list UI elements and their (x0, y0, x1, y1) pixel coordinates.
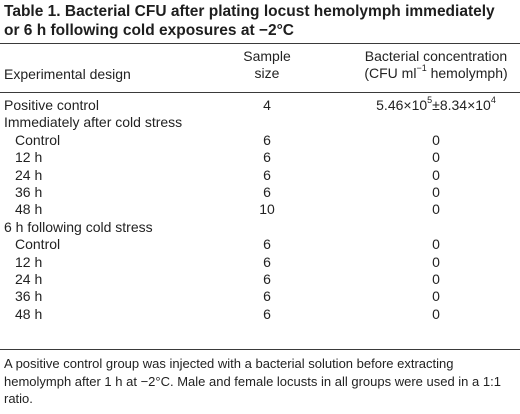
row-concentration: 0 (432, 236, 440, 253)
table-row (0, 201, 520, 218)
header-conc-line2-pre: (CFU ml (364, 65, 417, 81)
row-concentration: 0 (432, 201, 440, 218)
row-concentration: 0 (432, 253, 440, 270)
row-label: Control (15, 131, 61, 148)
header-rule (0, 92, 520, 93)
row-concentration: 0 (432, 183, 440, 200)
row-concentration: 0 (432, 166, 440, 183)
conc-mean: 5.46×10 (376, 97, 428, 113)
row-sample-size: 6 (263, 270, 271, 287)
row-sample-size: 6 (263, 166, 271, 183)
header-sample-line2: size (254, 65, 280, 81)
row-label: Positive control (4, 97, 99, 113)
row-sample-size: 6 (263, 288, 271, 305)
row-sample-size: 6 (263, 131, 271, 148)
header-conc-line1: Bacterial concentration (364, 48, 508, 64)
row-sample-size: 6 (263, 305, 271, 322)
group-heading (0, 114, 520, 131)
top-rule (0, 43, 520, 44)
group-heading-label: 6 h following cold stress (4, 218, 153, 235)
row-concentration: 0 (432, 270, 440, 287)
row-sample-size: 6 (263, 236, 271, 253)
row-concentration: 0 (432, 305, 440, 322)
conc-pm: ±8.34×10 (432, 97, 491, 113)
group-heading (0, 219, 520, 236)
row-label: 12 h (15, 149, 43, 166)
row-concentration: 0 (432, 149, 440, 166)
row-label: 36 h (15, 288, 43, 305)
table-row (0, 254, 520, 271)
conc-pm-exp: 4 (490, 95, 496, 106)
header-conc-line2-sup: −1 (416, 63, 427, 74)
table-row (0, 288, 520, 305)
row-sample-size: 6 (263, 183, 271, 200)
bottom-rule (0, 349, 520, 350)
table-header (0, 46, 520, 92)
row-sample-size: 10 (259, 201, 275, 218)
row-label: 48 h (15, 305, 43, 322)
row-label: 12 h (15, 253, 43, 270)
row-sample-size: 6 (263, 149, 271, 166)
header-conc-line2-post: hemolymph) (426, 65, 508, 81)
table-row (0, 97, 520, 114)
row-label: Control (15, 236, 61, 253)
conc-mean-exp: 5 (427, 95, 433, 106)
table-row (0, 132, 520, 149)
table-row (0, 236, 520, 253)
row-label: 24 h (15, 166, 43, 183)
table-row (0, 306, 520, 323)
header-sample-line1: Sample (243, 48, 291, 64)
header-sample-size (232, 48, 302, 82)
table-row (0, 149, 520, 166)
table-body (0, 97, 520, 323)
row-concentration: 0 (432, 131, 440, 148)
row-sample-size: 6 (263, 253, 271, 270)
row-label: 36 h (15, 183, 43, 200)
row-label: 24 h (15, 270, 43, 287)
header-design: Experimental design (4, 66, 131, 82)
row-concentration (352, 97, 520, 114)
table-footnote: A positive control group was injected with a bacterial solution before extracting hemolymph after 1 h at −2°C. Male and female locusts in all groups were used in a 1:1 ratio. (4, 356, 501, 406)
row-concentration: 0 (432, 288, 440, 305)
table-row (0, 271, 520, 288)
header-concentration (352, 48, 520, 82)
table-row (0, 167, 520, 184)
group-heading-label: Immediately after cold stress (4, 114, 183, 131)
row-sample-size: 4 (263, 97, 271, 113)
row-label: 48 h (15, 201, 43, 218)
header-conc-line2 (352, 65, 520, 82)
table-title: Table 1. Bacterial CFU after plating locust hemolymph immediately or 6 h following cold exposures at −2°C (4, 3, 495, 39)
table-row (0, 184, 520, 201)
